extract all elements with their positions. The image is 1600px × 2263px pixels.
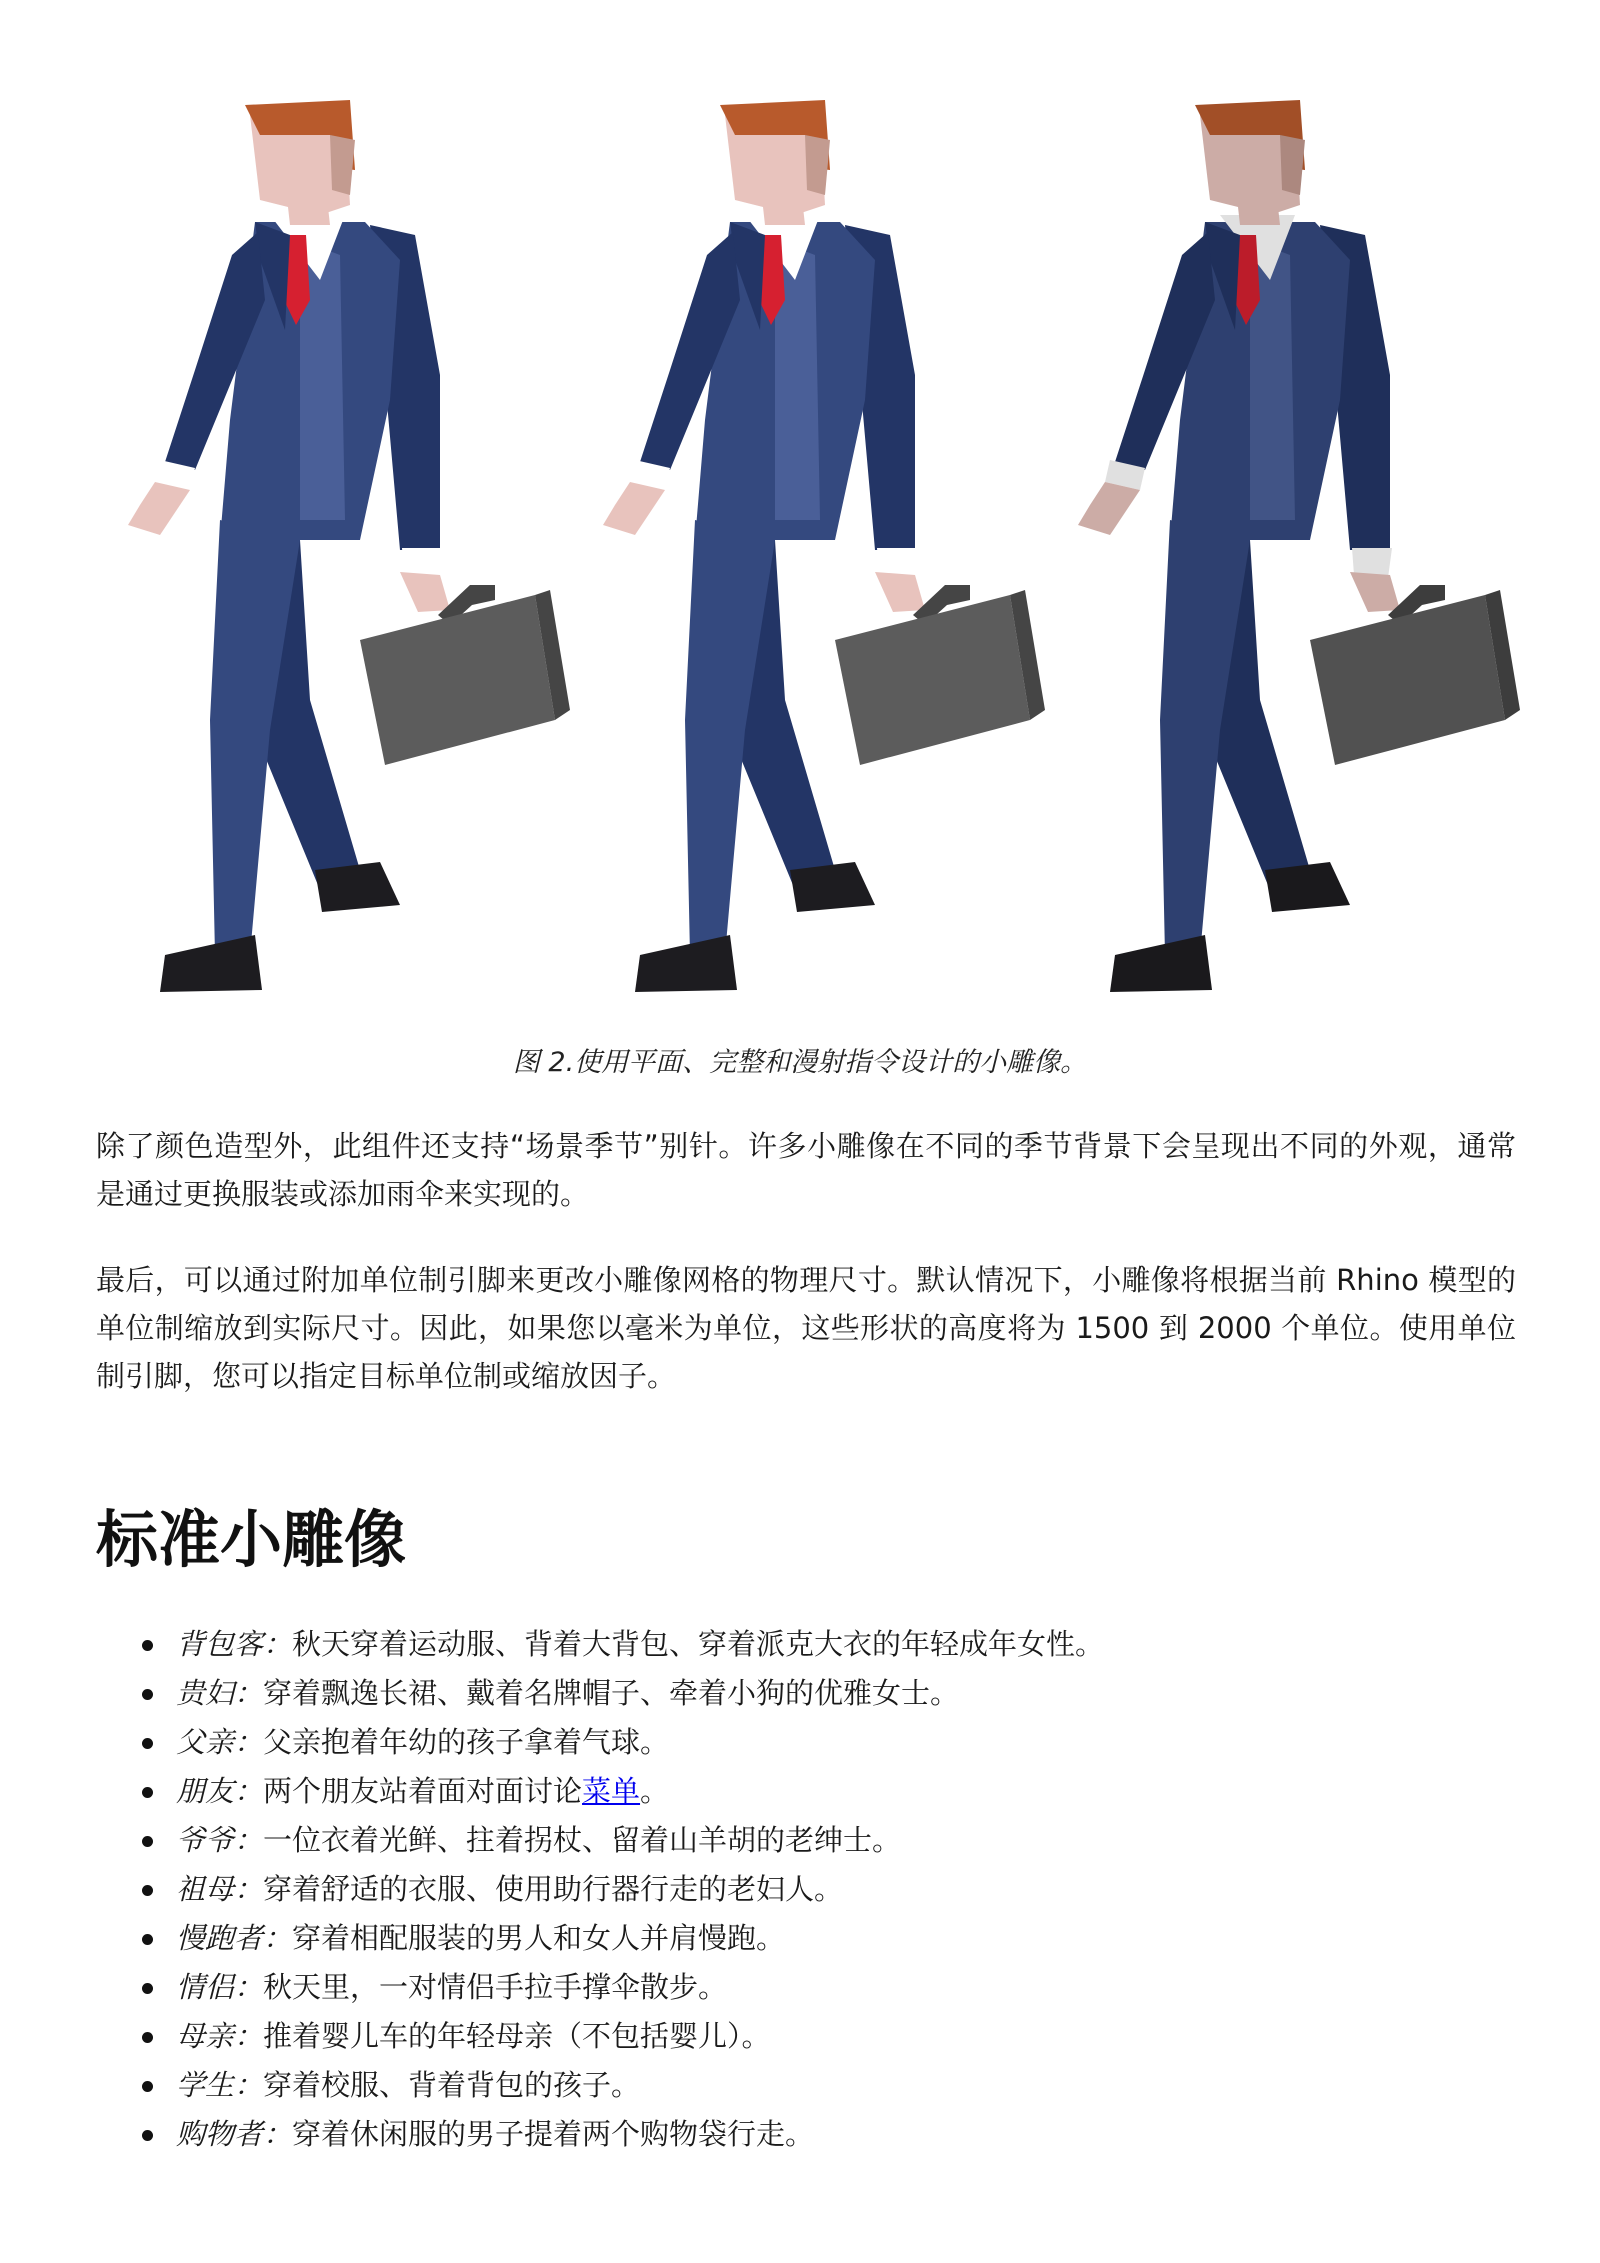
list-item-text: 穿着相配服装的男人和女人并肩慢跑。	[292, 1921, 786, 1955]
list-item	[176, 1620, 1516, 1669]
figurine-flat	[128, 100, 570, 992]
menu-link[interactable]: 菜单	[582, 1774, 641, 1808]
list-item-text: 推着婴儿车的年轻母亲（不包括婴儿）。	[263, 2019, 771, 2053]
figurine-svg	[0, 0, 1600, 1040]
list-item-text: 两个朋友站着面对面讨论	[263, 1774, 583, 1808]
list-item-term: 情侣：	[176, 1970, 264, 2004]
list-item-term: 慢跑者：	[176, 1921, 293, 1955]
figurine-diffuse	[1078, 100, 1520, 992]
list-item-term: 父亲：	[176, 1725, 264, 1759]
list-item	[176, 1669, 1516, 1718]
list-item	[176, 2061, 1516, 2110]
list-item-text: 父亲抱着年幼的孩子拿着气球。	[263, 1725, 670, 1759]
list-item	[176, 1865, 1516, 1914]
list-item-term: 爷爷：	[176, 1823, 264, 1857]
list-item-text: 穿着飘逸长裙、戴着名牌帽子、牵着小狗的优雅女士。	[263, 1676, 960, 1710]
list-item-term: 贵妇：	[176, 1676, 264, 1710]
figurine-full	[603, 100, 1045, 992]
list-item-term: 学生：	[176, 2068, 264, 2102]
list-item-text: 穿着休闲服的男子提着两个购物袋行走。	[292, 2117, 815, 2151]
figure-caption: 图 2.使用平面、完整和漫射指令设计的小雕像。	[512, 1047, 1088, 1078]
list-item	[176, 2012, 1516, 2061]
list-item	[176, 2110, 1516, 2159]
section-title: 标准小雕像	[96, 1503, 407, 1576]
list-item-text: 秋天里，一对情侣手拉手撑伞散步。	[263, 1970, 728, 2004]
list-item-term: 母亲：	[176, 2019, 264, 2053]
list-item-term: 购物者：	[176, 2117, 293, 2151]
list-item	[176, 1816, 1516, 1865]
list-item-text: 穿着舒适的衣服、使用助行器行走的老妇人。	[263, 1872, 844, 1906]
list-item	[176, 1914, 1516, 1963]
list-item-term: 背包客：	[176, 1627, 293, 1661]
list-item-term: 祖母：	[176, 1872, 264, 1906]
list-item-term: 朋友：	[176, 1774, 264, 1808]
list-item	[176, 1963, 1516, 2012]
list-item	[176, 1718, 1516, 1767]
figurine-list	[176, 1620, 1516, 2159]
figurine-illustration	[0, 0, 1600, 1078]
list-item-text: 一位衣着光鲜、拄着拐杖、留着山羊胡的老绅士。	[263, 1823, 902, 1857]
list-item	[176, 1767, 1516, 1816]
paragraph-seasons: 除了颜色造型外，此组件还支持“场景季节”别针。许多小雕像在不同的季节背景下会呈现出不同的外观，通常是通过更换服装或添加雨伞来实现的。	[96, 1129, 1516, 1211]
list-item-text: 秋天穿着运动服、背着大背包、穿着派克大衣的年轻成年女性。	[292, 1627, 1105, 1661]
paragraph-units: 最后，可以通过附加单位制引脚来更改小雕像网格的物理尺寸。默认情况下，小雕像将根据当前 Rhino 模型的单位制缩放到实际尺寸。因此，如果您以毫米为单位，这些形状的高度将为 1500 到 2000 个单位。使用单位制引脚，您可以指定目标单位制或缩放因子。	[96, 1263, 1516, 1393]
list-item-text: 穿着校服、背着背包的孩子。	[263, 2068, 641, 2102]
list-item-suffix: 。	[640, 1774, 670, 1808]
